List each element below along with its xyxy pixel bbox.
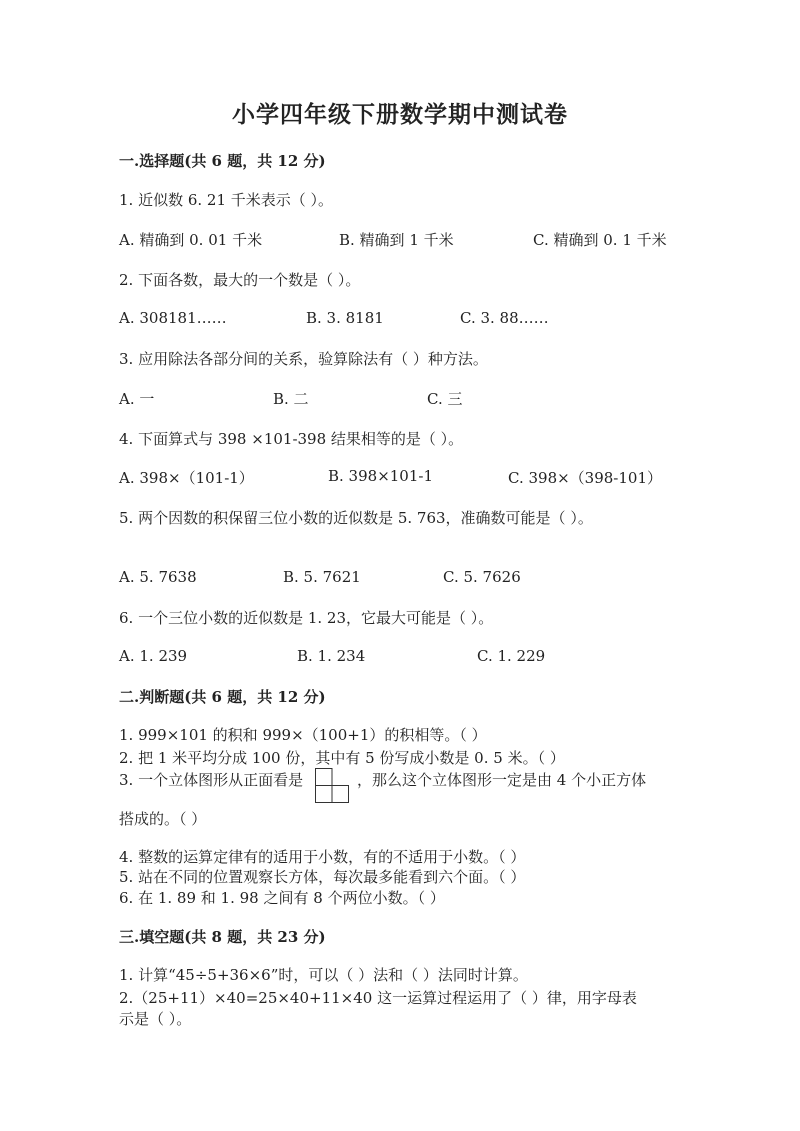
question-text: 3. 一个立体图形从正面看是 (119, 771, 304, 789)
option-c: C. 5. 7626 (443, 568, 521, 586)
question-text: 5. 两个因数的积保留三位小数的近似数是 5. 763，准确数可能是（ ）。 (119, 509, 593, 527)
option-c: C. 3. 88…… (460, 309, 549, 327)
front-view-figure (315, 768, 349, 804)
section-heading-choice: 一.选择题(共 6 题，共 12 分) (119, 152, 326, 170)
option-a: A. 一 (119, 390, 155, 408)
option-a: A. 308181…… (119, 309, 227, 327)
option-c: C. 1. 229 (477, 647, 546, 665)
question-text: 2. 下面各数，最大的一个数是（ ）。 (119, 271, 361, 289)
option-b: B. 1. 234 (297, 647, 366, 665)
option-b: B. 398×101-1 (328, 467, 433, 485)
question-text: 1. 999×101 的积和 999×（100+1）的积相等。（ ） (119, 726, 487, 744)
option-a: A. 398×（101-1） (119, 469, 254, 487)
question-text: 1. 近似数 6. 21 千米表示（ ）。 (119, 191, 334, 209)
question-text: 2. 把 1 米平均分成 100 份，其中有 5 份写成小数是 0. 5 米。（ ） (119, 749, 565, 767)
question-text-continued: ，那么这个立体图形一定是由 4 个小正方体 (357, 771, 647, 789)
question-text-continued: 示是（ ）。 (119, 1010, 192, 1028)
question-text: 4. 下面算式与 398 ×101-398 结果相等的是（ ）。 (119, 430, 464, 448)
question-text: 4. 整数的运算定律有的适用于小数，有的不适用于小数。（ ） (119, 848, 526, 866)
option-b: B. 3. 8181 (306, 309, 384, 327)
section-heading-judgement: 二.判断题(共 6 题，共 12 分) (119, 688, 326, 706)
option-c: C. 398×（398-101） (508, 469, 663, 487)
option-a: A. 1. 239 (119, 647, 188, 665)
question-text: 5. 站在不同的位置观察长方体，每次最多能看到六个面。（ ） (119, 868, 526, 886)
option-c: C. 三 (427, 390, 463, 408)
question-text: 6. 一个三位小数的近似数是 1. 23，它最大可能是（ ）。 (119, 609, 494, 627)
option-b: B. 二 (273, 390, 309, 408)
question-text: 2.（25+11）×40=25×40+11×40 这一运算过程运用了（ ）律，用字母表 (119, 989, 637, 1007)
option-b: B. 精确到 1 千米 (339, 231, 454, 249)
question-text: 3. 应用除法各部分间的关系，验算除法有（ ）种方法。 (119, 350, 488, 368)
question-text-continued: 搭成的。（ ） (119, 810, 207, 828)
option-c: C. 精确到 0. 1 千米 (533, 231, 667, 249)
option-b: B. 5. 7621 (283, 568, 361, 586)
option-a: A. 精确到 0. 01 千米 (119, 231, 263, 249)
section-heading-fill-blank: 三.填空题(共 8 题，共 23 分) (119, 928, 326, 946)
page-title: 小学四年级下册数学期中测试卷 (232, 101, 568, 128)
question-text: 1. 计算“45÷5+36×6”时，可以（ ）法和（ ）法同时计算。 (119, 966, 528, 984)
option-a: A. 5. 7638 (119, 568, 197, 586)
question-text: 6. 在 1. 89 和 1. 98 之间有 8 个两位小数。（ ） (119, 889, 445, 907)
